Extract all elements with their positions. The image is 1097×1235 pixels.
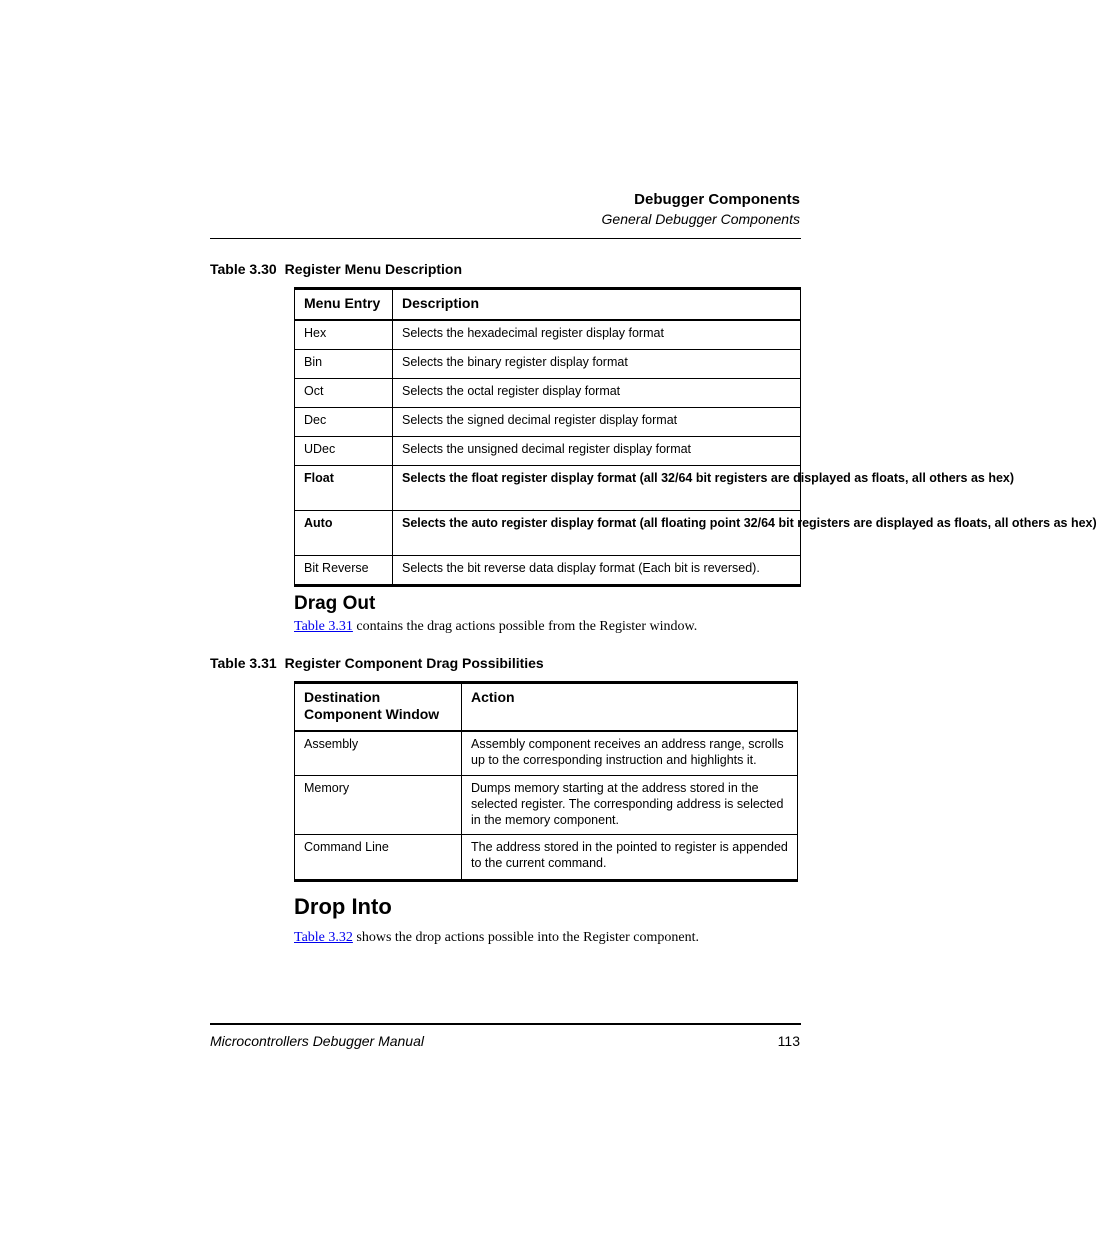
description-cell: Selects the signed decimal register display format [393,408,801,437]
drag-out-text: contains the drag actions possible from the Register window. [352,619,698,634]
description-cell: Selects the unsigned decimal register display format [393,437,801,466]
drop-into-paragraph [294,930,699,946]
drop-into-text: shows the drop actions possible into the Register component. [352,930,699,945]
action-cell: The address stored in the pointed to register is appended to the current command. [462,835,798,881]
menu-entry-cell: Bit Reverse [295,556,393,586]
table-row [295,731,798,776]
description-cell: Selects the octal register display format [393,379,801,408]
table-caption-text: Register Menu Description [284,261,463,277]
table-3-31-link[interactable]: Table 3.31 [294,619,353,634]
section-heading-drag-out: Drag Out [294,593,376,614]
menu-entry-cell: Hex [295,320,393,350]
footer-manual-title: Microcontrollers Debugger Manual [210,1033,424,1049]
menu-entry-cell: Bin [295,350,393,379]
destination-cell: Assembly [295,731,462,776]
drag-out-paragraph [294,619,697,635]
table-row [295,379,801,408]
table-caption-number: Table 3.31 [210,655,277,671]
register-menu-table [294,287,1097,587]
column-header: Action [462,683,798,732]
table-3-32-link[interactable]: Table 3.32 [294,930,353,945]
table-row [295,320,801,350]
action-cell: Assembly component receives an address range, scrolls up to the corresponding instruction and highlights it. [462,731,798,776]
table-header-row [295,683,798,732]
table-row [295,437,801,466]
menu-entry-cell: Oct [295,379,393,408]
table-header-row [295,289,801,321]
menu-entry-cell: UDec [295,437,393,466]
table-row [295,835,798,881]
table-row [295,408,801,437]
table-caption [210,655,544,671]
column-header: Destination Component Window [295,683,462,732]
header-rule [210,238,801,239]
description-cell: Selects the auto register display format (all floating point 32/64 bit registers are displayed as floats, all others as hex) [393,511,801,556]
menu-entry-cell: Float [295,466,393,511]
table-row [295,350,801,379]
description-cell: Selects the hexadecimal register display format [393,320,801,350]
action-cell: Dumps memory starting at the address stored in the selected register. The corresponding address is selected in the memory component. [462,776,798,835]
destination-cell: Command Line [295,835,462,881]
running-header-title: Debugger Components [634,191,800,208]
menu-entry-cell: Auto [295,511,393,556]
description-cell: Selects the binary register display format [393,350,801,379]
page-number: 113 [777,1033,800,1049]
description-cell: Selects the bit reverse data display format (Each bit is reversed). [393,556,801,586]
running-header-subtitle: General Debugger Components [601,211,800,227]
section-heading-drop-into: Drop Into [294,894,392,919]
table-caption [210,261,462,277]
table-caption-text: Register Component Drag Possibilities [284,655,544,671]
menu-entry-cell: Dec [295,408,393,437]
drag-possibilities-table [294,681,798,882]
column-header: Description [393,289,801,321]
table-row [295,466,801,511]
table-row [295,511,801,556]
footer-rule [210,1023,801,1025]
table-row [295,776,798,835]
column-header: Menu Entry [295,289,393,321]
table-row [295,556,801,586]
description-cell: Selects the float register display format (all 32/64 bit registers are displayed as floats, all others as hex) [393,466,801,511]
table-caption-number: Table 3.30 [210,261,277,277]
destination-cell: Memory [295,776,462,835]
